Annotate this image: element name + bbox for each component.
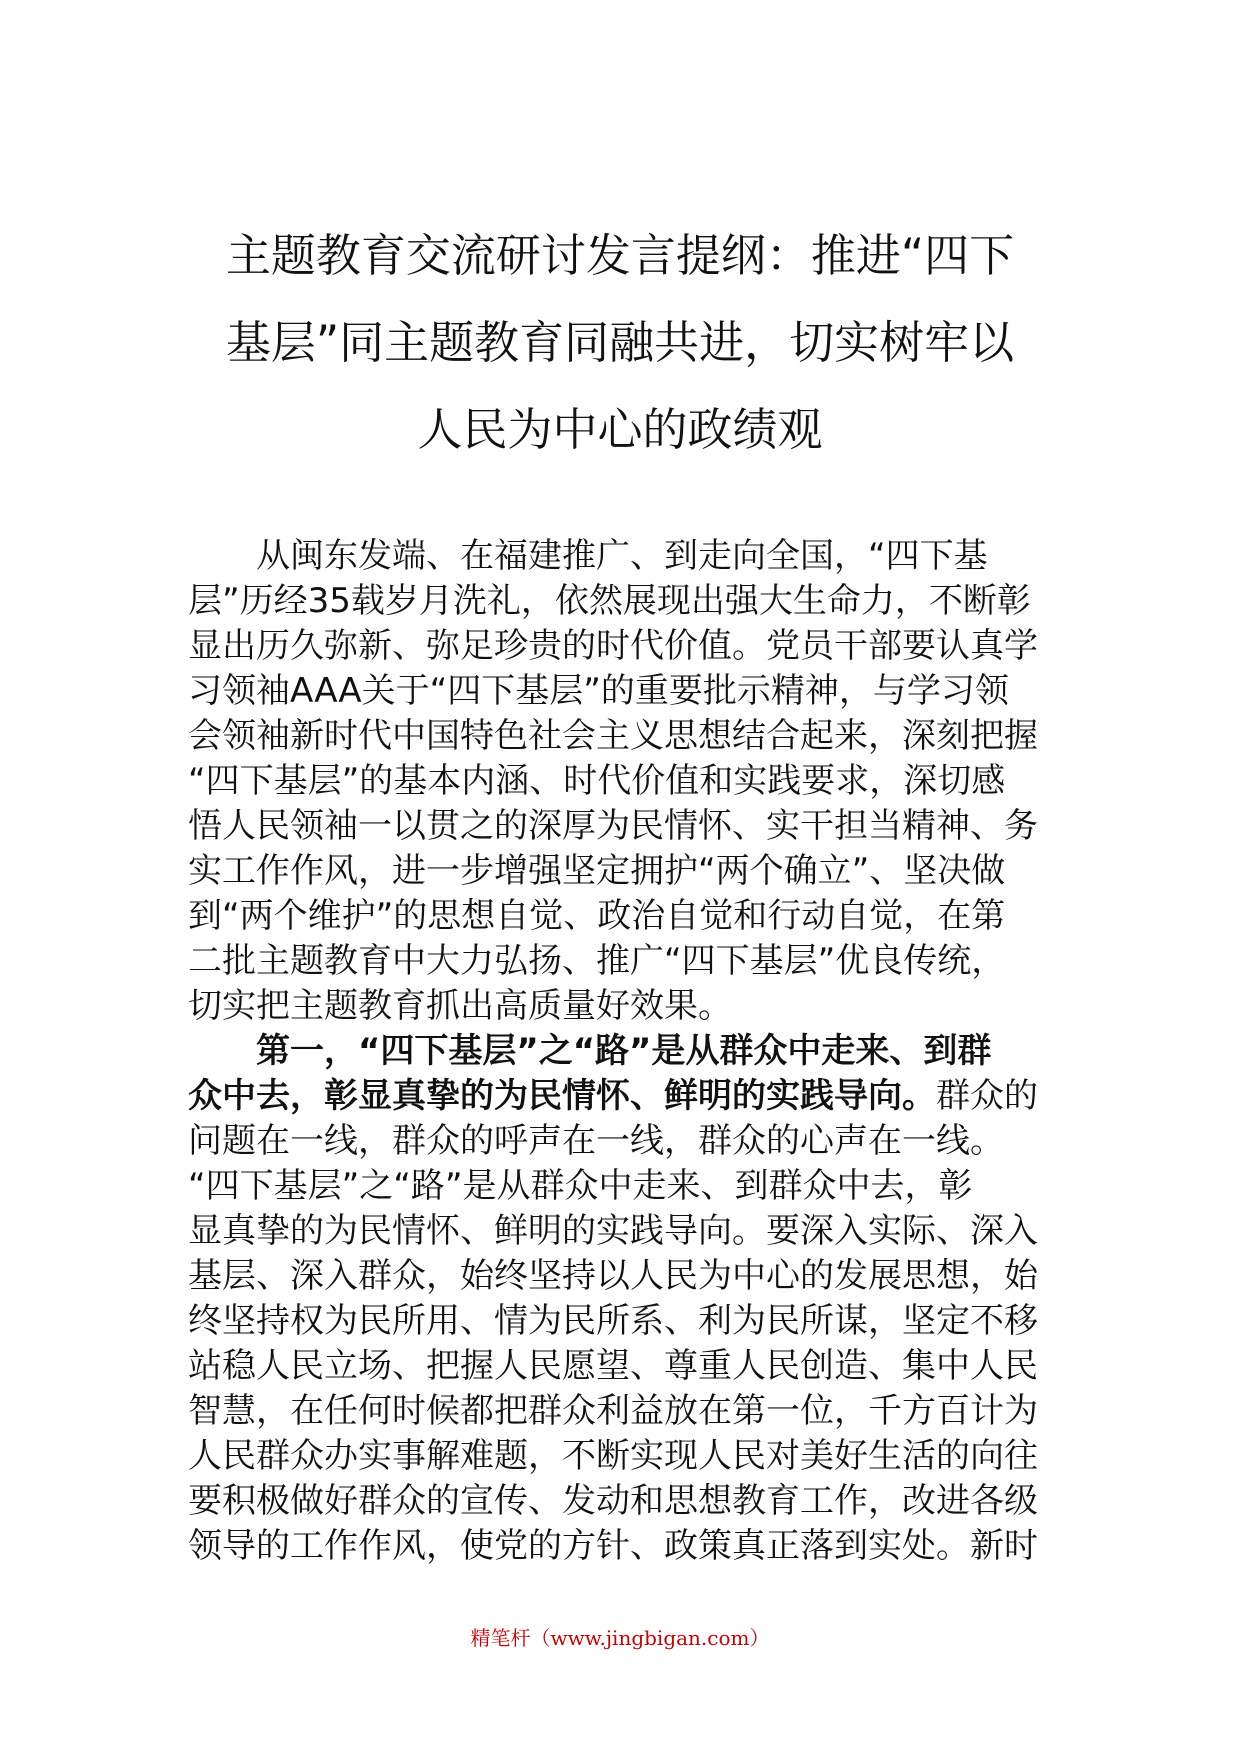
paragraph-line — [188, 1074, 1052, 1119]
paragraph-line: 人民群众办实事解难题，不断实现人民对美好生活的向往 — [188, 1436, 1038, 1476]
title-line: 人民为中心的政绩观 — [417, 403, 823, 456]
paragraph-line: 终坚持权为民所用、情为民所系、利为民所谋，坚定不移 — [188, 1301, 1038, 1341]
paragraph-line: 习领袖AAA关于“四下基层”的重要批示精神，与学习领 — [188, 671, 1009, 711]
paragraph-line: 从闽东发端、在福建推广、到走向全国，“四下基 — [256, 536, 988, 576]
section-heading-line: 第一，“四下基层”之“路”是从群众中走来、到群 — [256, 1031, 992, 1071]
paragraph-line: “四下基层”的基本内涵、时代价值和实践要求，深切感 — [188, 761, 1006, 801]
paragraph-line: 要积极做好群众的宣传、发动和思想教育工作，改进各级 — [188, 1481, 1038, 1521]
document-body — [188, 534, 1052, 1569]
title-line: 基层”同主题教育同融共进，切实树牢以 — [225, 316, 1015, 369]
paragraph-line: 显出历久弥新、弥足珍贵的时代价值。党员干部要认真学 — [188, 626, 1038, 666]
document-title — [185, 212, 1055, 473]
paragraph-first-point — [188, 1029, 1052, 1569]
paragraph-line: 实工作作风，进一步增强坚定拥护“两个确立”、坚决做 — [188, 851, 1006, 891]
paragraph-line: 悟人民领袖一以贯之的深厚为民情怀、实干担当精神、务 — [188, 806, 1038, 846]
title-line: 主题教育交流研讨发言提纲：推进“四下 — [225, 229, 1015, 282]
paragraph-line: 层”历经35载岁月洗礼，依然展现出强大生命力，不断彰 — [188, 581, 1031, 621]
paragraph-line: 显真挚的为民情怀、鲜明的实践导向。要深入实际、深入 — [188, 1211, 1038, 1251]
section-heading-continuation: 众中去，彰显真挚的为民情怀、鲜明的实践导向。 — [188, 1076, 936, 1116]
footer-watermark: 精笔杆（www.jingbigan.com） — [470, 1626, 770, 1650]
paragraph-line: 站稳人民立场、把握人民愿望、尊重人民创造、集中人民 — [188, 1346, 1038, 1386]
paragraph-line: 二批主题教育中大力弘扬、推广“四下基层”优良传统， — [188, 941, 1006, 981]
paragraph-line: 切实把主题教育抓出高质量好效果。 — [188, 986, 732, 1026]
paragraph-line: 到“两个维护”的思想自觉、政治自觉和行动自觉，在第 — [188, 896, 1006, 936]
paragraph-intro — [188, 534, 1052, 1029]
paragraph-line: 领导的工作作风，使党的方针、政策真正落到实处。新时 — [188, 1526, 1038, 1566]
paragraph-line: 会领袖新时代中国特色社会主义思想结合起来，深刻把握 — [188, 716, 1038, 756]
paragraph-text: 群众的 — [936, 1076, 1038, 1116]
paragraph-line: 问题在一线，群众的呼声在一线，群众的心声在一线。 — [188, 1121, 1004, 1161]
paragraph-line: 智慧，在任何时候都把群众利益放在第一位，千方百计为 — [188, 1391, 1038, 1431]
paragraph-line: 基层、深入群众，始终坚持以人民为中心的发展思想，始 — [188, 1256, 1038, 1296]
paragraph-line: “四下基层”之“路”是从群众中走来、到群众中去，彰 — [188, 1166, 973, 1206]
